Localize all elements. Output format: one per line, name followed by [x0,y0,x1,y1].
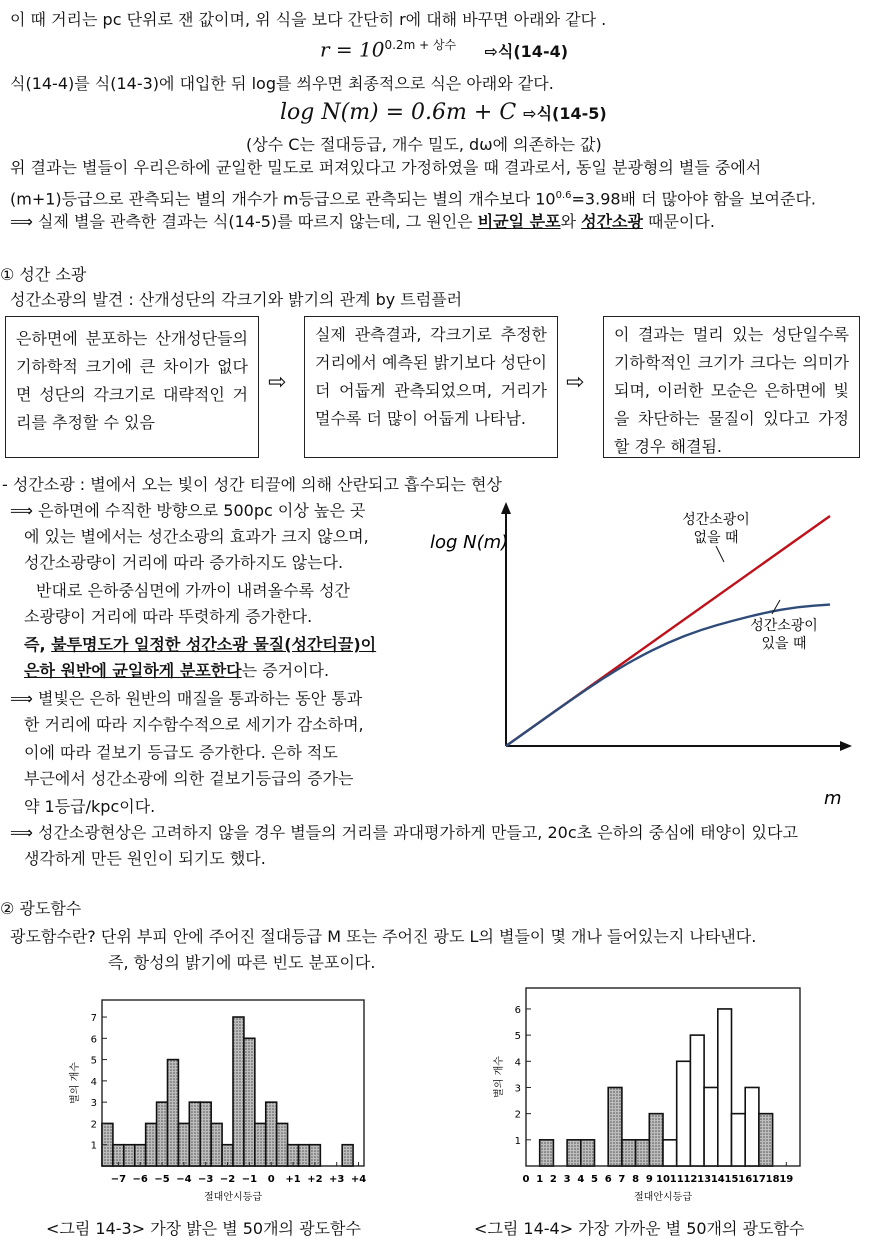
histogram-bar [299,1145,310,1166]
extinction-definition: - 성간소광 : 별에서 오는 빛이 성간 티끌에 의해 산란되고 흡수되는 현상 [2,475,502,494]
equation-14-5-body: log N(m) = 0.6m + C [280,100,517,125]
x-axis-label: 절대안시등급 [204,1192,262,1203]
para1-line1: ⟹ 은하면에 수직한 방향으로 500pc 이상 높은 곳 [10,501,366,520]
intro-conclusion-a: ⟹ 실제 별을 관측한 결과는 식(14-5)를 따르지 않는데, 그 원인은 [10,212,478,231]
luminosity-function-bright-chart [62,988,382,1208]
y-tick-label: 5 [514,1031,521,1043]
intro-conclusion-b: 와 [560,212,582,231]
histogram-bar [244,1038,255,1166]
histogram-bar [677,1061,691,1166]
section-2-heading: ② 광도함수 [0,899,82,918]
x-tick-label: 9 [645,1174,653,1185]
para2-line1: ⟹ 별빛은 은하 원반의 매질을 통과하는 동안 통과 [10,689,363,708]
x-tick-label: 13 [697,1174,712,1185]
x-tick-label: 12 [683,1174,698,1185]
y-tick-label: 7 [90,1013,97,1025]
intro-line-1: 이 때 거리는 pc 단위로 잰 값이며, 위 식을 보다 간단히 r에 대해 바꾸면 아래와 같다 . [10,10,607,29]
histogram-bar [663,1140,677,1166]
intro-line-4-a: (m+1)등급으로 관측되는 별의 개수가 m등급으로 관측되는 별의 개수보다 10 [10,189,556,209]
y-axis-arrowhead [501,502,511,514]
equation-14-5-ref: ⇨식(14-5) [523,104,607,123]
y-tick-label: 5 [90,1055,97,1067]
x-tick-label: +4 [350,1174,367,1185]
para1-line7-underlined: 은하 원반에 균일하게 분포한다 [24,661,242,680]
histogram-bar [704,1087,718,1166]
x-tick-label: +1 [285,1174,301,1185]
histogram-bar [146,1123,157,1166]
y-tick-label: 4 [514,1057,521,1069]
intro-line-4 [10,186,816,209]
x-tick-label: +2 [307,1174,323,1185]
x-tick-label: 11 [669,1174,684,1185]
luminosity-function-near-chart [490,980,810,1210]
para1-line7-suffix: 는 증거이다. [241,661,330,680]
x-tick-label: 17 [751,1174,766,1185]
para1-line6 [24,632,376,655]
x-tick-label: 18 [765,1174,780,1185]
x-tick-label: +3 [329,1174,345,1185]
x-tick-label: 14 [710,1174,725,1185]
histogram-bar [581,1140,595,1166]
x-tick-label: 15 [724,1174,739,1185]
x-tick-label: 19 [779,1174,794,1185]
x-tick-label: −1 [241,1174,258,1185]
x-axis-label: 절대안시등급 [634,1192,692,1203]
y-tick-label: 4 [90,1076,97,1088]
histogram-bar [277,1123,288,1166]
x-tick-label: 1 [536,1174,544,1185]
histogram-bar [690,1035,704,1166]
y-axis-label: log N(m) [430,532,509,553]
para1-line2: 에 있는 별에서는 성간소광의 효과가 크지 않으며, [24,527,369,546]
section-2-line2: 즉, 항성의 밝기에 따른 빈도 분포이다. [108,953,376,972]
para2-line4: 부근에서 성간소광에 의한 겉보기등급의 증가는 [24,769,354,788]
flow-box-3: 이 결과는 멀리 있는 성단일수록 기하학적인 크기가 크다는 의미가 되며, 이러한 모순은 은하면에 빛을 차단하는 물질이 있다고 가정할 경우 해결됨. [603,316,860,458]
para2-line2: 한 거리에 따라 지수함수적으로 세기가 감소하며, [24,715,364,734]
x-tick-label: 0 [522,1174,530,1185]
x-tick-label: −6 [132,1174,148,1185]
x-axis-arrowhead [840,741,852,751]
annotation-with-extinction-line2: 있을 때 [761,636,807,652]
para1-line4: 반대로 은하중심면에 가까이 내려올수록 성간 [36,581,351,600]
x-tick-label: 8 [632,1174,640,1185]
para3-line1: ⟹ 성간소광현상은 고려하지 않을 경우 별들의 거리를 과대평가하게 만들고, 20c초 은하의 중심에 태양이 있다고 [10,823,798,842]
x-tick-label: 4 [577,1174,585,1185]
y-tick-label: 2 [90,1119,97,1131]
figure-14-4-caption: <그림 14-4> 가장 가까운 별 50개의 광도함수 [474,1219,805,1238]
annotation-no-extinction-line2: 없을 때 [693,530,739,546]
para3-line2: 생각하게 만든 원인이 되기도 했다. [24,849,266,868]
equation-14-5 [280,100,607,125]
x-tick-label: 3 [563,1174,571,1185]
histogram-bar [608,1087,622,1166]
equation-14-4 [320,36,568,62]
histogram-bar [342,1145,353,1166]
y-tick-label: 3 [90,1098,97,1110]
x-tick-label: −5 [154,1174,170,1185]
equation-14-4-base: r = 10 [320,37,385,62]
x-tick-label: 10 [656,1174,670,1185]
histogram-bar [189,1102,200,1166]
x-tick-label: −2 [219,1174,236,1185]
intro-line-3: 위 결과는 별들이 우리은하에 균일한 밀도로 퍼져있다고 가정하였을 때 결과로서, 동일 분광형의 별들 중에서 [10,158,762,177]
equation-14-4-exponent: 0.2m + 상수 [384,38,457,52]
histogram-bar [233,1017,244,1166]
equation-14-5-note: (상수 C는 절대등급, 개수 밀도, dω에 의존하는 값) [246,135,602,154]
para1-line6-underlined: 불투명도가 일정한 성간소광 물질(성간티끌)이 [51,635,377,654]
x-tick-label: 16 [738,1174,753,1185]
histogram-bar [200,1102,211,1166]
y-tick-label: 1 [514,1135,521,1147]
x-tick-label: −7 [110,1174,127,1185]
intro-line-4-b: =3.98배 더 많아야 함을 보여준다. [571,189,816,209]
flow-arrow-2: ⇨ [566,370,585,395]
histogram-bar [636,1140,650,1166]
histogram-bar [255,1123,266,1166]
section-2-line1: 광도함수란? 단위 부피 안에 주어진 절대등급 M 또는 주어진 광도 L의 별들이 몇 개나 들어있는지 나타낸다. [10,927,757,946]
histogram-bar [178,1123,189,1166]
y-tick-label: 1 [90,1140,97,1152]
section-1-subheading: 성간소광의 발견 : 산개성단의 각크기와 밝기의 관계 by 트럼플러 [10,290,463,309]
y-tick-label: 6 [514,1004,521,1016]
x-tick-label: 5 [591,1174,598,1185]
y-tick-label: 2 [514,1109,521,1121]
histogram-bar [266,1102,277,1166]
flow-box-2: 실제 관측결과, 각크기로 추정한 거리에서 예측된 밝기보다 성단이 더 어둡게 관측되었으며, 거리가 멀수록 더 많이 어둡게 나타남. [304,316,558,458]
flow-box-1: 은하면에 분포하는 산개성단들의 기하학적 크기에 큰 차이가 없다면 성단의 각크기로 대략적인 거리를 추정할 수 있음 [5,316,259,458]
equation-14-4-ref: ⇨식(14-4) [484,41,569,61]
term-nonuniform-distribution: 비균일 분포 [477,212,561,231]
intro-line-4-exponent: 0.6 [555,190,572,201]
histogram-bar [649,1114,663,1166]
y-axis-label: 별의 개수 [70,1062,81,1104]
x-tick-label: 7 [618,1174,626,1185]
histogram-bar [540,1140,554,1166]
histogram-bar [718,1009,732,1166]
x-tick-label: −4 [176,1174,192,1185]
x-tick-label: −3 [198,1174,214,1185]
para1-line3: 성간소광량이 거리에 따라 증가하지도 않는다. [24,553,344,572]
para1-line6-prefix: 즉, [24,635,52,654]
histogram-bar [211,1123,222,1166]
section-1-heading: ① 성간 소광 [0,265,87,284]
para1-line5: 소광량이 거리에 따라 뚜렷하게 증가한다. [24,607,313,626]
intro-conclusion [10,212,715,232]
para2-line5: 약 1등급/kpc이다. [24,797,156,816]
figure-14-3-caption: <그림 14-3> 가장 밝은 별 50개의 광도함수 [46,1219,361,1238]
histogram-bar [622,1140,636,1166]
annotation-with-extinction-line1: 성간소광이 [750,618,818,634]
y-tick-label: 6 [90,1034,97,1046]
histogram-bar [732,1114,746,1166]
histogram-bar [157,1102,168,1166]
histogram-bar [759,1114,773,1166]
x-axis-label: m [824,788,842,809]
intro-line-2: 식(14-4)를 식(14-3)에 대입한 뒤 log를 씌우면 최종적으로 식은 아래와 같다. [10,74,554,93]
extinction-chart [420,496,860,812]
histogram-bar [124,1145,135,1166]
x-tick-label: 2 [549,1174,557,1185]
x-tick-label: 6 [604,1174,612,1185]
histogram-bar [567,1140,581,1166]
annotation-no-extinction-line1: 성간소광이 [682,512,750,528]
histogram-bar [745,1087,759,1166]
annotation-no-extinction-leader [716,546,724,562]
x-tick-label: 0 [267,1174,275,1185]
term-interstellar-extinction: 성간소광 [581,212,643,231]
flow-arrow-1: ⇨ [268,370,287,395]
para1-line7 [24,658,329,681]
y-tick-label: 3 [514,1083,521,1095]
y-axis-label: 별의 개수 [494,1056,505,1098]
intro-conclusion-c: 때문이다. [642,212,715,231]
histogram-bar [168,1060,179,1166]
para2-line3: 이에 따라 겉보기 등급도 증가한다. 은하 적도 [24,743,338,762]
